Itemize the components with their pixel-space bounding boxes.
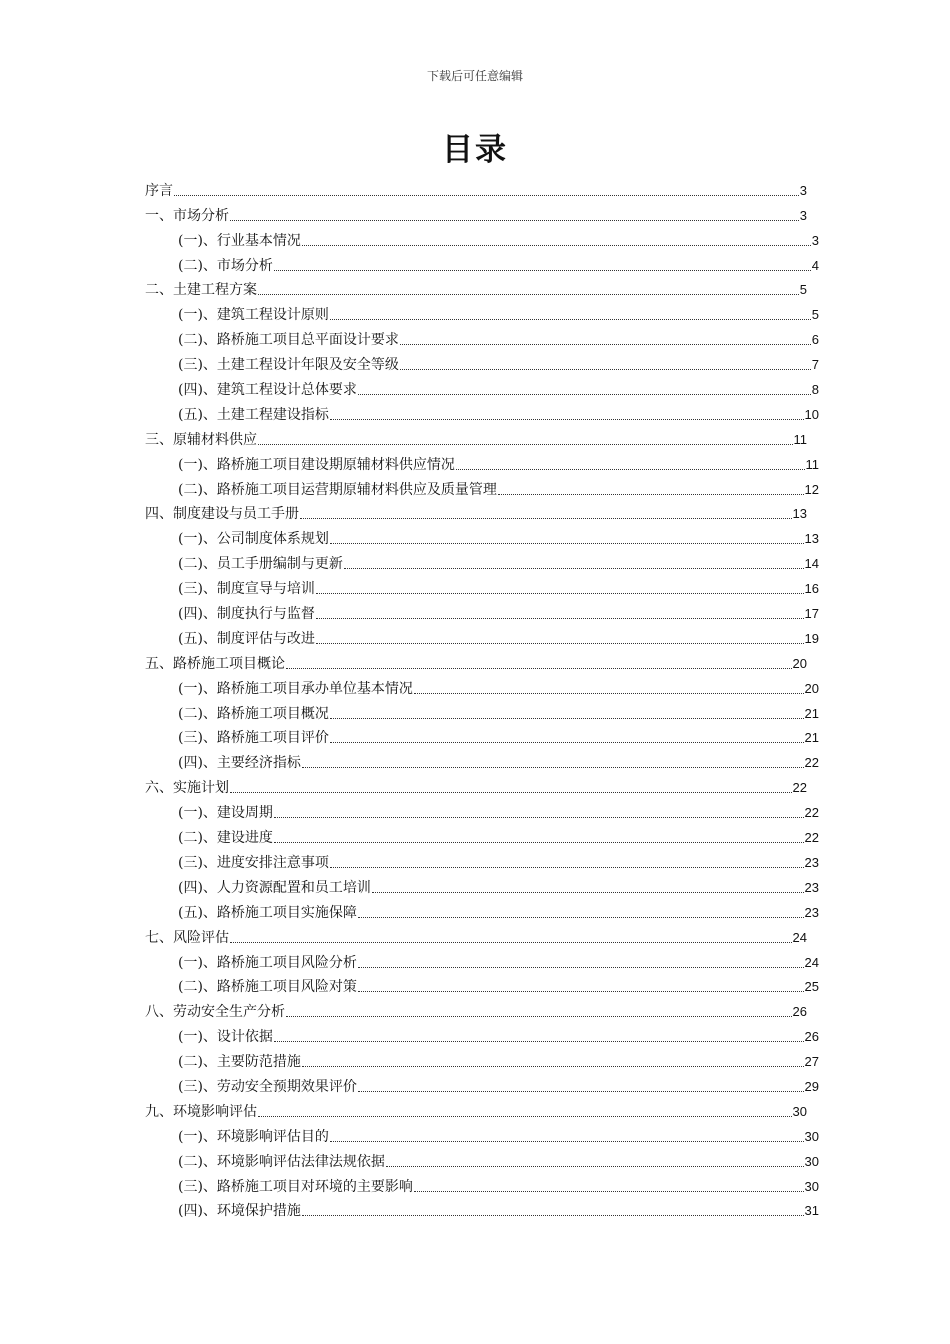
toc-entry-label: (二)、路桥施工项目概况: [178, 705, 329, 722]
toc-entry-label: (一)、公司制度体系规划: [178, 531, 329, 548]
toc-entry-page-number: 30: [804, 1178, 819, 1194]
toc-entry[interactable]: [145, 947, 819, 972]
toc-entry-page-number: 23: [804, 854, 819, 870]
toc-dot-leader: [230, 942, 792, 943]
toc-dot-leader: [456, 469, 805, 470]
toc-entry[interactable]: [145, 275, 807, 300]
toc-entry[interactable]: [145, 922, 807, 947]
toc-dot-leader: [274, 270, 811, 271]
toc-entry[interactable]: [145, 872, 819, 897]
toc-entry-label: (二)、员工手册编制与更新: [178, 556, 343, 573]
toc-entry-label: 一、市场分析: [145, 207, 229, 224]
toc-entry-label: (一)、建筑工程设计原则: [178, 307, 329, 324]
toc-entry-label: (四)、主要经济指标: [178, 755, 301, 772]
toc-entry-page-number: 19: [804, 630, 819, 646]
toc-entry-label: (三)、路桥施工项目对环境的主要影响: [178, 1178, 413, 1195]
toc-entry-page-number: 16: [804, 581, 819, 597]
toc-entry[interactable]: [145, 1121, 819, 1146]
toc-entry-page-number: 13: [792, 506, 807, 522]
toc-entry-page-number: 8: [811, 382, 819, 398]
toc-dot-leader: [330, 718, 804, 719]
toc-entry-label: (一)、路桥施工项目建设期原辅材料供应情况: [178, 456, 455, 473]
toc-dot-leader: [302, 1215, 804, 1216]
toc-entry[interactable]: [145, 250, 819, 275]
toc-entry-page-number: 27: [804, 1054, 819, 1070]
header-note: 下载后可任意编辑: [426, 69, 523, 83]
toc-dot-leader: [286, 668, 792, 669]
toc-entry-page-number: 3: [799, 207, 807, 223]
toc-entry[interactable]: [145, 1171, 819, 1196]
toc-entry[interactable]: [145, 175, 807, 200]
toc-dot-leader: [286, 1016, 792, 1017]
toc-entry-label: 五、路桥施工项目概论: [145, 655, 285, 672]
toc-entry-label: (三)、土建工程设计年限及安全等级: [178, 357, 399, 374]
toc-entry-label: 六、实施计划: [145, 780, 229, 797]
toc-entry[interactable]: [145, 897, 819, 922]
toc-dot-leader: [358, 967, 804, 968]
toc-entry[interactable]: [145, 623, 819, 648]
toc-entry[interactable]: [145, 797, 819, 822]
toc-dot-leader: [316, 643, 804, 644]
toc-entry-page-number: 22: [804, 805, 819, 821]
toc-entry-page-number: 11: [805, 456, 819, 472]
toc-dot-leader: [258, 1116, 792, 1117]
toc-dot-leader: [300, 518, 792, 519]
toc-entry-page-number: 24: [792, 929, 807, 945]
toc-entry-page-number: 7: [811, 357, 819, 373]
toc-entry-label: (五)、制度评估与改进: [178, 630, 315, 647]
toc-entry[interactable]: [145, 698, 819, 723]
toc-entry-page-number: 30: [792, 1103, 807, 1119]
toc-entry[interactable]: [145, 972, 819, 997]
toc-entry-page-number: 12: [804, 481, 819, 497]
toc-entry-page-number: 30: [804, 1153, 819, 1169]
toc-entry[interactable]: [145, 225, 819, 250]
toc-dot-leader: [230, 220, 799, 221]
toc-entry-label: (一)、环境影响评估目的: [178, 1128, 329, 1145]
toc-entry-page-number: 23: [804, 904, 819, 920]
toc-dot-leader: [498, 494, 804, 495]
toc-dot-leader: [274, 842, 804, 843]
toc-entry-page-number: 22: [804, 755, 819, 771]
toc-entry-page-number: 21: [804, 730, 819, 746]
toc-entry-label: (二)、路桥施工项目运营期原辅材料供应及质量管理: [178, 481, 497, 498]
toc-entry-label: 七、风险评估: [145, 929, 229, 946]
toc-entry[interactable]: [145, 449, 819, 474]
toc-dot-leader: [316, 593, 804, 594]
toc-entry[interactable]: [145, 822, 819, 847]
toc-entry-page-number: 13: [804, 531, 819, 547]
toc-dot-leader: [330, 319, 811, 320]
toc-entry-page-number: 26: [792, 1004, 807, 1020]
toc-dot-leader: [302, 245, 811, 246]
toc-dot-leader: [414, 693, 804, 694]
toc-entry[interactable]: [145, 673, 819, 698]
toc-entry-label: (二)、路桥施工项目总平面设计要求: [178, 332, 399, 349]
toc-entry-label: (三)、进度安排注意事项: [178, 854, 329, 871]
toc-entry-page-number: 20: [792, 655, 807, 671]
toc-entry-page-number: 17: [804, 606, 819, 622]
toc-entry-label: (四)、制度执行与监督: [178, 606, 315, 623]
toc-entry[interactable]: [145, 996, 807, 1021]
toc-entry-label: (一)、设计依据: [178, 1029, 273, 1046]
toc-entry-label: 序言: [145, 182, 173, 199]
toc-dot-leader: [358, 1091, 804, 1092]
toc-entry-page-number: 4: [811, 257, 819, 273]
toc-entry-page-number: 22: [792, 780, 807, 796]
toc-dot-leader: [230, 792, 792, 793]
toc-entry-label: (一)、路桥施工项目风险分析: [178, 954, 357, 971]
toc-entry-page-number: 26: [804, 1029, 819, 1045]
toc-entry[interactable]: [145, 374, 819, 399]
toc-entry-page-number: 11: [793, 431, 807, 447]
toc-entry[interactable]: [145, 847, 819, 872]
toc-entry-page-number: 20: [804, 680, 819, 696]
toc-entry-label: (二)、市场分析: [178, 257, 273, 274]
toc-entry-page-number: 6: [811, 332, 819, 348]
toc-dot-leader: [274, 817, 804, 818]
toc-dot-leader: [330, 543, 804, 544]
toc-entry[interactable]: [145, 1046, 819, 1071]
toc-dot-leader: [330, 1141, 804, 1142]
toc-dot-leader: [400, 344, 811, 345]
toc-dot-leader: [174, 195, 799, 196]
toc-entry-label: 九、环境影响评估: [145, 1103, 257, 1120]
toc-entry[interactable]: [145, 747, 819, 772]
toc-dot-leader: [358, 394, 811, 395]
toc-entry-page-number: 10: [804, 406, 819, 422]
toc-entry-page-number: 25: [804, 979, 819, 995]
toc-entry[interactable]: [145, 349, 819, 374]
toc-entry[interactable]: [145, 399, 819, 424]
toc-entry-label: 八、劳动安全生产分析: [145, 1004, 285, 1021]
toc-dot-leader: [330, 419, 804, 420]
toc-entry-label: (二)、环境影响评估法律法规依据: [178, 1153, 385, 1170]
toc-entry-page-number: 3: [811, 232, 819, 248]
toc-entry[interactable]: [145, 1196, 819, 1221]
toc-entry[interactable]: [145, 1146, 819, 1171]
toc-entry-label: (二)、主要防范措施: [178, 1054, 301, 1071]
toc-dot-leader: [316, 618, 804, 619]
toc-entry-page-number: 22: [804, 830, 819, 846]
toc-entry-label: (一)、建设周期: [178, 805, 273, 822]
toc-entry-label: (三)、制度宣导与培训: [178, 581, 315, 598]
toc-entry-label: (二)、路桥施工项目风险对策: [178, 979, 357, 996]
table-of-contents: [145, 175, 819, 1220]
toc-entry-label: (五)、土建工程建设指标: [178, 406, 329, 423]
toc-entry-label: (二)、建设进度: [178, 830, 273, 847]
toc-dot-leader: [330, 867, 804, 868]
toc-entry-page-number: 31: [804, 1203, 819, 1219]
toc-entry[interactable]: [145, 1096, 807, 1121]
toc-dot-leader: [372, 892, 804, 893]
toc-dot-leader: [358, 991, 804, 992]
toc-entry-label: 四、制度建设与员工手册: [145, 506, 299, 523]
toc-dot-leader: [302, 1066, 804, 1067]
toc-dot-leader: [414, 1191, 804, 1192]
toc-entry-page-number: 24: [804, 954, 819, 970]
toc-entry-page-number: 5: [811, 307, 819, 323]
toc-dot-leader: [400, 369, 811, 370]
toc-entry[interactable]: [145, 299, 819, 324]
toc-entry[interactable]: [145, 573, 819, 598]
toc-entry[interactable]: [145, 1021, 819, 1046]
toc-entry-label: 二、土建工程方案: [145, 282, 257, 299]
toc-dot-leader: [302, 767, 804, 768]
toc-entry[interactable]: [145, 723, 819, 748]
toc-entry[interactable]: [145, 424, 807, 449]
toc-entry-label: (三)、劳动安全预期效果评价: [178, 1078, 357, 1095]
toc-dot-leader: [258, 294, 799, 295]
toc-dot-leader: [344, 568, 804, 569]
toc-dot-leader: [258, 444, 793, 445]
toc-entry[interactable]: [145, 499, 807, 524]
toc-entry-label: (一)、行业基本情况: [178, 232, 301, 249]
toc-entry[interactable]: [145, 648, 807, 673]
toc-entry-page-number: 21: [804, 705, 819, 721]
toc-entry-page-number: 30: [804, 1128, 819, 1144]
toc-entry-page-number: 3: [799, 182, 807, 198]
toc-entry[interactable]: [145, 548, 819, 573]
toc-entry-page-number: 23: [804, 879, 819, 895]
toc-entry[interactable]: [145, 598, 819, 623]
toc-entry-label: (四)、人力资源配置和员工培训: [178, 879, 371, 896]
page-title: 目录: [442, 132, 508, 168]
toc-dot-leader: [274, 1041, 804, 1042]
toc-entry-label: (四)、建筑工程设计总体要求: [178, 382, 357, 399]
toc-dot-leader: [330, 742, 804, 743]
toc-entry-label: 三、原辅材料供应: [145, 431, 257, 448]
toc-dot-leader: [386, 1166, 804, 1167]
toc-entry-label: (一)、路桥施工项目承办单位基本情况: [178, 680, 413, 697]
toc-entry-label: (四)、环境保护措施: [178, 1203, 301, 1220]
toc-entry[interactable]: [145, 200, 807, 225]
toc-entry[interactable]: [145, 474, 819, 499]
toc-entry-page-number: 29: [804, 1078, 819, 1094]
toc-dot-leader: [358, 917, 804, 918]
toc-entry[interactable]: [145, 523, 819, 548]
toc-entry-page-number: 14: [804, 556, 819, 572]
toc-entry-label: (五)、路桥施工项目实施保障: [178, 904, 357, 921]
toc-entry[interactable]: [145, 324, 819, 349]
toc-entry[interactable]: [145, 772, 807, 797]
toc-entry-label: (三)、路桥施工项目评价: [178, 730, 329, 747]
toc-entry[interactable]: [145, 1071, 819, 1096]
toc-entry-page-number: 5: [799, 282, 807, 298]
